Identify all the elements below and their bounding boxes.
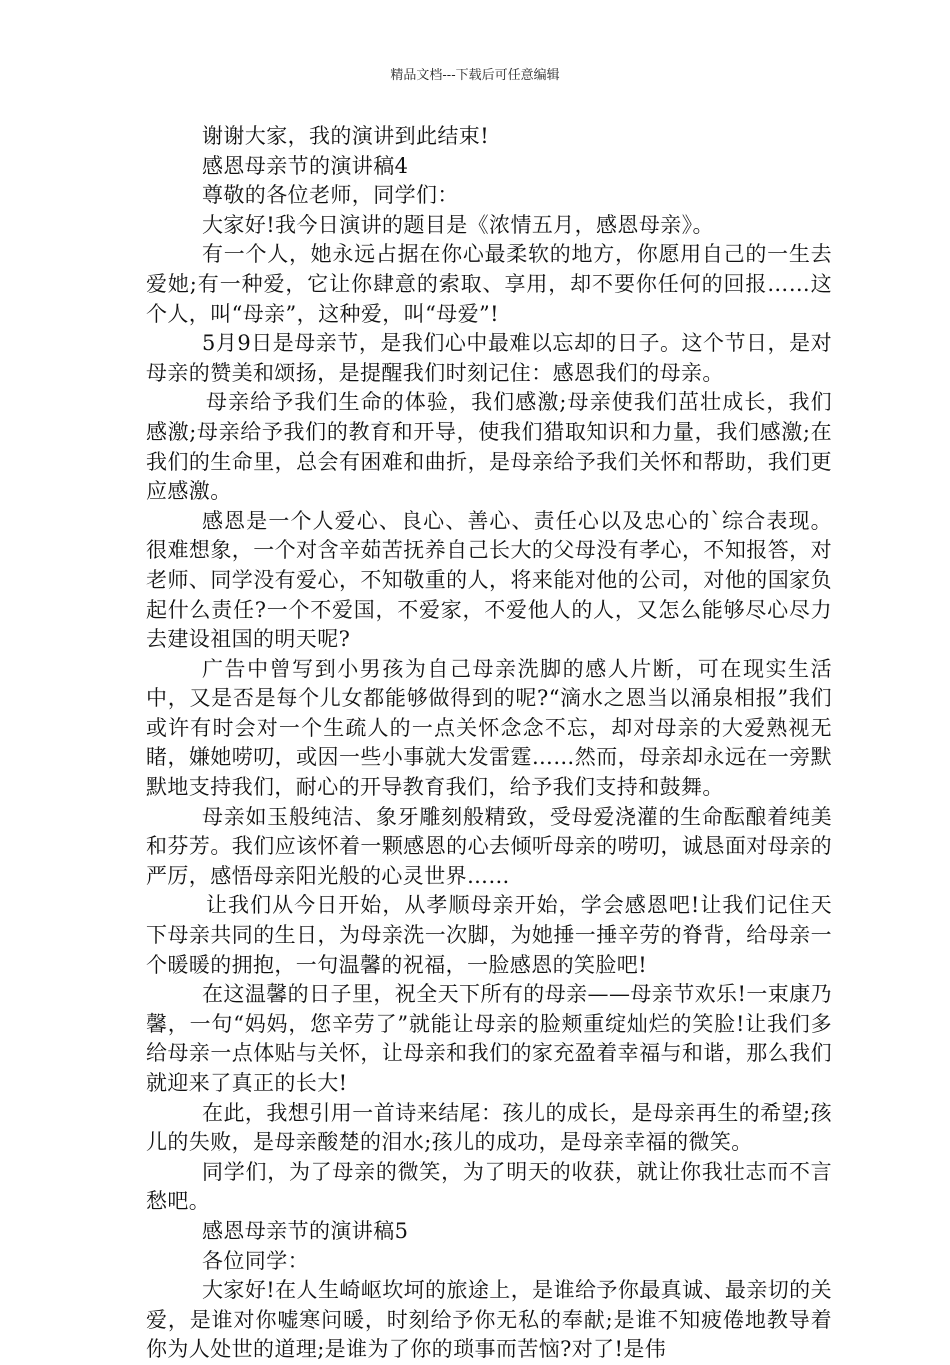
salutation-students: 各位同学： [202,1248,309,1273]
paragraph-body: 5月9日是母亲节，是我们心中最难以忘却的日子。这个节日，是对母亲的赞美和颂扬，是提醒我们时刻记住：感恩我们的母亲。 [146,331,832,385]
section-title-speech-5: 感恩母亲节的演讲稿5 [202,1218,409,1243]
paragraph-closing: 谢谢大家，我的演讲到此结束! [202,124,490,148]
paragraph-body: 母亲给予我们生命的体验，我们感激;母亲使我们茁壮成长，我们感激;母亲给予我们的教育和开导，使我们猎取知识和力量，我们感激;在我们的生命里，总会有困难和曲折，是母亲给予我们关怀和帮助，我们更应感激。 [146,390,832,504]
paragraph-body: 让我们从今日开始，从孝顺母亲开始，学会感恩吧!让我们记住天下母亲共同的生日，为母亲洗一次脚，为她捶一捶辛劳的脊背，给母亲一个暖暖的拥抱，一句温馨的祝福，一脸感恩的笑脸吧! [146,893,832,977]
document-body [146,122,832,1365]
paragraph-body: 在这温馨的日子里，祝全天下所有的母亲——母亲节欢乐!一束康乃馨，一句“妈妈，您辛劳了”就能让母亲的脸颊重绽灿烂的笑脸!让我们多给母亲一点体贴与关怀，让母亲和我们的家充盈着幸福与和谐，那么我们就迎来了真正的长大! [146,982,832,1095]
paragraph-body: 在此，我想引用一首诗来结尾：孩儿的成长，是母亲再生的希望;孩儿的失败，是母亲酸楚的泪水;孩儿的成功，是母亲幸福的微笑。 [146,1100,832,1155]
paragraph-body: 有一个人，她永远占据在你心最柔软的地方，你愿用自己的一生去爱她;有一种爱，它让你肆意的索取、享用，却不要你任何的回报……这个人，叫“母亲”，这种爱，叫“母爱”! [146,242,832,326]
paragraph-body: 广告中曾写到小男孩为自己母亲洗脚的感人片断，可在现实生活中，又是否是每个儿女都能够做得到的呢?“滴水之恩当以涌泉相报”我们或许有时会对一个生疏人的一点关怀念念不忘，却对母亲的大爱熟视无睹，嫌她唠叨，或因一些小事就大发雷霆……然而，母亲却永远在一旁默默地支持我们，耐心的开导教育我们，给予我们支持和鼓舞。 [146,656,832,800]
paragraph-body: 母亲如玉般纯洁、象牙雕刻般精致，受母爱浇灌的生命酝酿着纯美和芬芳。我们应该怀着一颗感恩的心去倾听母亲的唠叨，诚恳面对母亲的严厉，感悟母亲阳光般的心灵世界…… [146,804,832,888]
paragraph-body: 大家好!在人生崎岖坎坷的旅途上，是谁给予你最真诚、最亲切的关爱，是谁对你嘘寒问暖，时刻给予你无私的奉献;是谁不知疲倦地教导着你为人处世的道理;是谁为了你的琐事而苦恼?对了!是伟 [146,1278,832,1362]
page-header: 精品文档---下载后可任意编辑 [390,68,560,83]
paragraph-greeting: 大家好!我今日演讲的题目是《浓情五月，感恩母亲》。 [202,212,714,237]
paragraph-body: 同学们，为了母亲的微笑，为了明天的收获，就让你我壮志而不言愁吧。 [146,1159,832,1214]
section-title-speech-4: 感恩母亲节的演讲稿4 [202,153,409,178]
salutation-teachers-students: 尊敬的各位老师，同学们： [202,183,459,208]
paragraph-body: 感恩是一个人爱心、良心、善心、责任心以及忠心的`综合表现。很难想象，一个对含辛茹苦抚养自己长大的父母没有孝心，不知报答，对老师、同学没有爱心，不知敬重的人，将来能对他的公司，对他的国家负起什么责任?一个不爱国，不爱家，不爱他人的人，又怎么能够尽心尽力去建设祖国的明天呢? [146,508,832,652]
